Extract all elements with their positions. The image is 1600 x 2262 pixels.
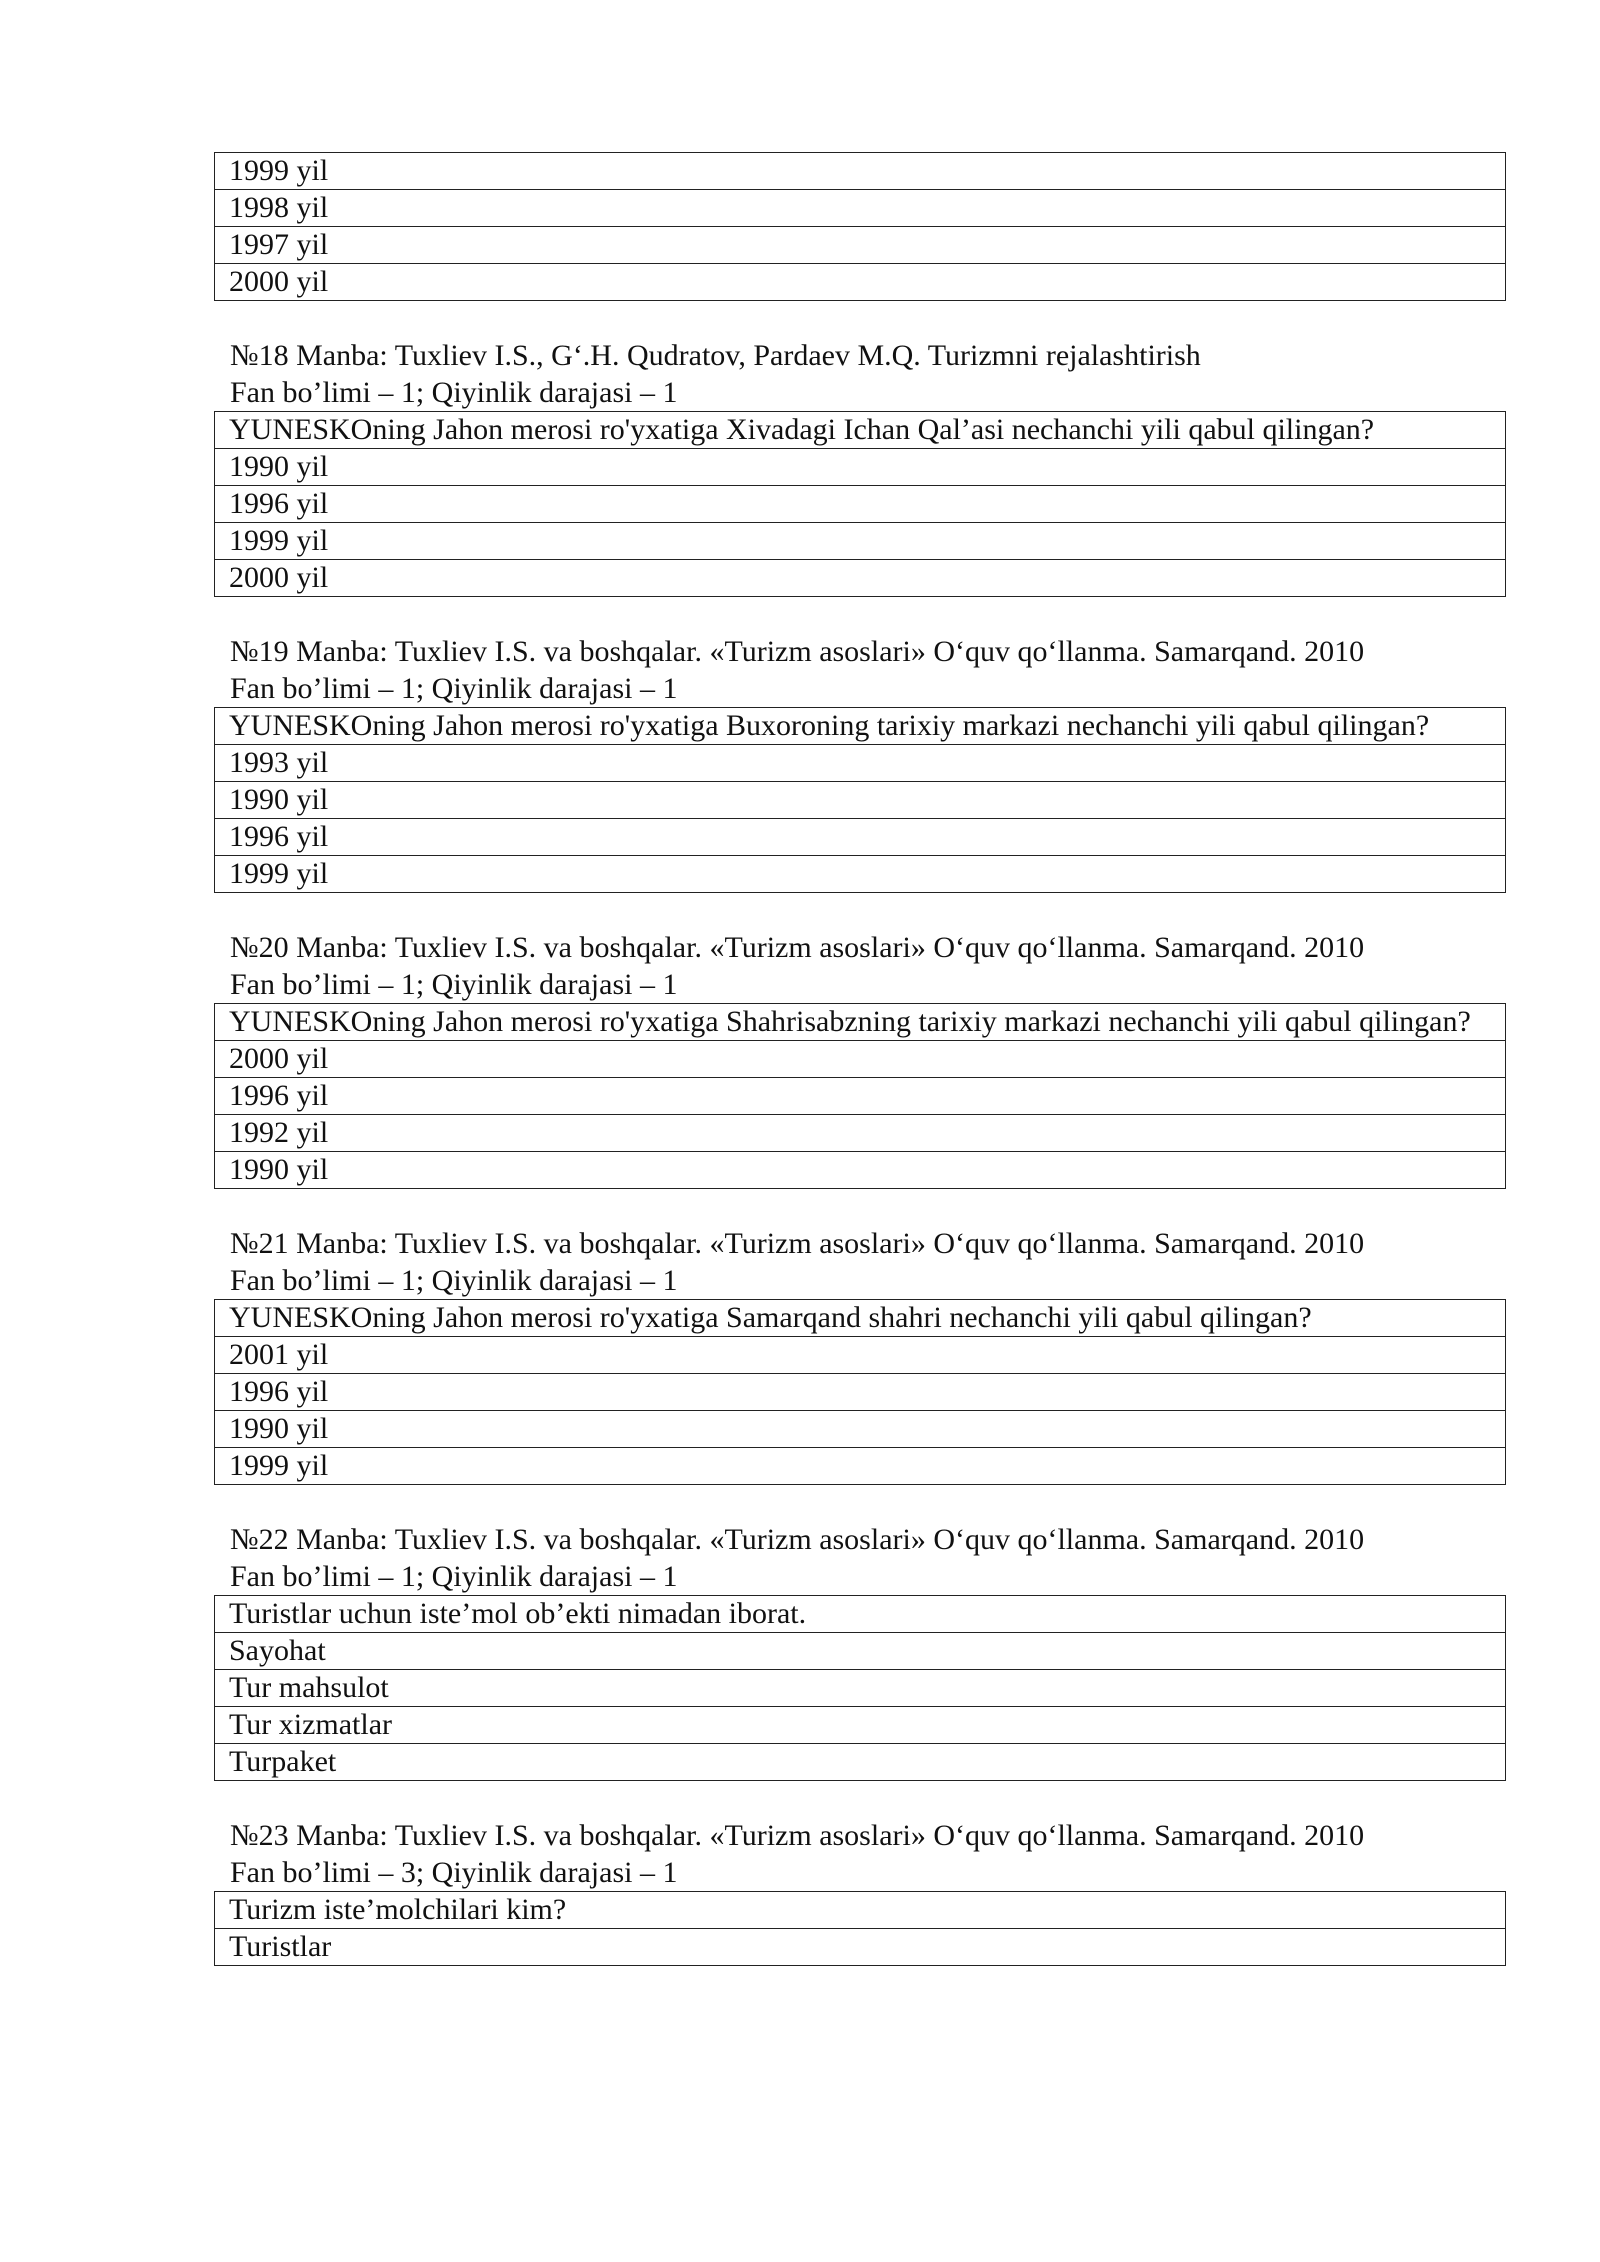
document-page	[214, 152, 1506, 1966]
option-row	[215, 227, 1506, 264]
option-row	[215, 1448, 1506, 1485]
option-text: 1990 yil	[215, 782, 1506, 819]
option-row	[215, 153, 1506, 190]
option-text: Sayohat	[215, 1633, 1506, 1670]
option-row	[215, 1929, 1506, 1966]
option-row	[215, 856, 1506, 893]
question-table	[214, 1595, 1506, 1781]
option-text: 2001 yil	[215, 1337, 1506, 1374]
question-block-18	[214, 337, 1506, 597]
option-text: 1996 yil	[215, 819, 1506, 856]
question-source-line: №21 Manba: Tuxliev I.S. va boshqalar. «Turizm asoslari» O‘quv qo‘llanma. Samarqand. 2010	[230, 1227, 1365, 1260]
option-text: 1999 yil	[215, 856, 1506, 893]
option-row	[215, 190, 1506, 227]
question-section-line: Fan bo’limi – 1; Qiyinlik darajasi – 1	[230, 1264, 678, 1297]
option-row	[215, 523, 1506, 560]
answer-table-continued	[214, 152, 1506, 301]
question-table	[214, 1003, 1506, 1189]
option-row	[215, 819, 1506, 856]
option-text: 1997 yil	[215, 227, 1506, 264]
option-text: Tur mahsulot	[215, 1670, 1506, 1707]
option-row	[215, 1707, 1506, 1744]
option-row	[215, 1744, 1506, 1781]
question-section-line: Fan bo’limi – 1; Qiyinlik darajasi – 1	[230, 672, 678, 705]
question-text: Turizm iste’molchilari kim?	[215, 1892, 1506, 1929]
question-text: Turistlar uchun iste’mol ob’ekti nimadan iborat.	[215, 1596, 1506, 1633]
option-text: 2000 yil	[215, 1041, 1506, 1078]
option-text: 1993 yil	[215, 745, 1506, 782]
question-section-line: Fan bo’limi – 1; Qiyinlik darajasi – 1	[230, 968, 678, 1001]
option-row	[215, 1374, 1506, 1411]
option-row	[215, 782, 1506, 819]
option-row	[215, 1670, 1506, 1707]
option-row	[215, 264, 1506, 301]
option-row	[215, 560, 1506, 597]
question-section-line: Fan bo’limi – 3; Qiyinlik darajasi – 1	[230, 1856, 678, 1889]
option-row	[215, 1078, 1506, 1115]
question-source-line: №18 Manba: Tuxliev I.S., G‘.H. Qudratov, Pardaev M.Q. Turizmni rejalashtirish	[230, 339, 1201, 372]
question-row	[215, 1300, 1506, 1337]
question-text: YUNESKOning Jahon merosi ro'yxatiga Xivadagi Ichan Qal’asi nechanchi yili qabul qilingan?	[215, 412, 1506, 449]
option-text: 1996 yil	[215, 1374, 1506, 1411]
option-row	[215, 449, 1506, 486]
option-text: Tur xizmatlar	[215, 1707, 1506, 1744]
question-block-20	[214, 929, 1506, 1189]
question-source-line: №23 Manba: Tuxliev I.S. va boshqalar. «Turizm asoslari» O‘quv qo‘llanma. Samarqand. 2010	[230, 1819, 1365, 1852]
question-block-23	[214, 1817, 1506, 1966]
option-text: 1990 yil	[215, 1411, 1506, 1448]
option-text: 2000 yil	[215, 264, 1506, 301]
option-row	[215, 745, 1506, 782]
question-row	[215, 1004, 1506, 1041]
option-text: 1990 yil	[215, 1152, 1506, 1189]
question-text: YUNESKOning Jahon merosi ro'yxatiga Shahrisabzning tarixiy markazi nechanchi yili qabul qilingan?	[215, 1004, 1506, 1041]
option-row	[215, 1041, 1506, 1078]
question-row	[215, 1892, 1506, 1929]
question-block-21	[214, 1225, 1506, 1485]
option-row	[215, 486, 1506, 523]
option-row	[215, 1633, 1506, 1670]
option-text: 1998 yil	[215, 190, 1506, 227]
question-text: YUNESKOning Jahon merosi ro'yxatiga Buxoroning tarixiy markazi nechanchi yili qabul qilingan?	[215, 708, 1506, 745]
question-section-line: Fan bo’limi – 1; Qiyinlik darajasi – 1	[230, 1560, 678, 1593]
question-text: YUNESKOning Jahon merosi ro'yxatiga Samarqand shahri nechanchi yili qabul qilingan?	[215, 1300, 1506, 1337]
option-text: 2000 yil	[215, 560, 1506, 597]
question-row	[215, 412, 1506, 449]
question-source-line: №20 Manba: Tuxliev I.S. va boshqalar. «Turizm asoslari» O‘quv qo‘llanma. Samarqand. 2010	[230, 931, 1365, 964]
option-row	[215, 1337, 1506, 1374]
question-block-19	[214, 633, 1506, 893]
option-text: Turpaket	[215, 1744, 1506, 1781]
question-table	[214, 707, 1506, 893]
question-source-line: №19 Manba: Tuxliev I.S. va boshqalar. «Turizm asoslari» O‘quv qo‘llanma. Samarqand. 2010	[230, 635, 1365, 668]
option-row	[215, 1411, 1506, 1448]
option-text: 1992 yil	[215, 1115, 1506, 1152]
option-row	[215, 1115, 1506, 1152]
question-table	[214, 1891, 1506, 1966]
option-text: 1990 yil	[215, 449, 1506, 486]
option-text: 1999 yil	[215, 1448, 1506, 1485]
question-section-line: Fan bo’limi – 1; Qiyinlik darajasi – 1	[230, 376, 678, 409]
question-table	[214, 411, 1506, 597]
option-text: 1999 yil	[215, 153, 1506, 190]
question-source-line: №22 Manba: Tuxliev I.S. va boshqalar. «Turizm asoslari» O‘quv qo‘llanma. Samarqand. 2010	[230, 1523, 1365, 1556]
option-text: 1999 yil	[215, 523, 1506, 560]
question-block-22	[214, 1521, 1506, 1781]
question-row	[215, 708, 1506, 745]
option-text: 1996 yil	[215, 486, 1506, 523]
option-text: 1996 yil	[215, 1078, 1506, 1115]
option-text: Turistlar	[215, 1929, 1506, 1966]
question-row	[215, 1596, 1506, 1633]
option-row	[215, 1152, 1506, 1189]
question-table	[214, 1299, 1506, 1485]
